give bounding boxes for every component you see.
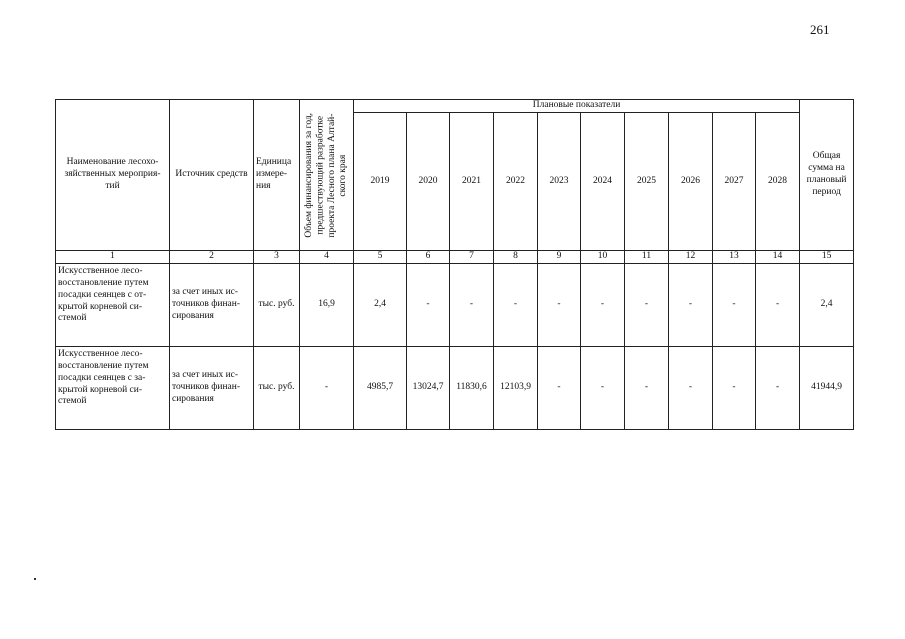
header-year: 2025 xyxy=(625,113,669,251)
column-number-row xyxy=(56,251,854,264)
year-value: - xyxy=(625,263,669,346)
year-value: - xyxy=(538,346,581,429)
column-number: 14 xyxy=(756,251,800,264)
year-value: - xyxy=(669,263,713,346)
header-year: 2022 xyxy=(494,113,538,251)
year-value: - xyxy=(713,346,756,429)
column-number: 3 xyxy=(254,251,300,264)
column-number: 13 xyxy=(713,251,756,264)
year-value: - xyxy=(756,346,800,429)
column-number: 1 xyxy=(56,251,170,264)
unit: тыс. руб. xyxy=(254,263,300,346)
funding-source: за счет иных ис-точников финан-сирования xyxy=(170,346,254,429)
year-value: - xyxy=(538,263,581,346)
header-year: 2021 xyxy=(450,113,494,251)
year-value: - xyxy=(407,263,450,346)
activity-name: Искусственное лесо-восстановление путем посадки сеянцев с от-крытой корневой си-стемой xyxy=(56,263,170,346)
previous-volume: 16,9 xyxy=(300,263,354,346)
column-number: 6 xyxy=(407,251,450,264)
year-value: - xyxy=(450,263,494,346)
header-year: 2019 xyxy=(354,113,407,251)
year-value: - xyxy=(669,346,713,429)
header-year: 2024 xyxy=(581,113,625,251)
column-number: 7 xyxy=(450,251,494,264)
column-number: 4 xyxy=(300,251,354,264)
year-value: 13024,7 xyxy=(407,346,450,429)
column-number: 10 xyxy=(581,251,625,264)
year-value: - xyxy=(713,263,756,346)
page-number: 261 xyxy=(810,22,830,37)
year-value: - xyxy=(581,346,625,429)
year-value: - xyxy=(756,263,800,346)
total-value: 41944,9 xyxy=(800,346,854,429)
header-plan-group: Плановые показатели xyxy=(354,100,800,113)
header-unit: Единица измере-ния xyxy=(254,100,300,251)
year-value: - xyxy=(581,263,625,346)
column-number: 8 xyxy=(494,251,538,264)
total-value: 2,4 xyxy=(800,263,854,346)
funding-source: за счет иных ис-точников финан-сирования xyxy=(170,263,254,346)
activity-name: Искусственное лесо-восстановление путем посадки сеянцев с за-крытой корневой си-стемой xyxy=(56,346,170,429)
header-source: Источник средств xyxy=(170,100,254,251)
header-total: Общая сумма на плановый период xyxy=(800,100,854,251)
header-year: 2027 xyxy=(713,113,756,251)
column-number: 9 xyxy=(538,251,581,264)
header-year: 2020 xyxy=(407,113,450,251)
table-row xyxy=(56,263,854,346)
year-value: 2,4 xyxy=(354,263,407,346)
header-year: 2028 xyxy=(756,113,800,251)
year-value: - xyxy=(625,346,669,429)
plan-table xyxy=(55,99,854,430)
year-value: 11830,6 xyxy=(450,346,494,429)
column-number: 2 xyxy=(170,251,254,264)
unit: тыс. руб. xyxy=(254,346,300,429)
header-previous-volume-text: Объем финансирования за год, предшествующий разработке проекта Лесного плана Алтай- ского края xyxy=(303,112,348,238)
header-previous-volume xyxy=(300,100,354,251)
previous-volume: - xyxy=(300,346,354,429)
header-year: 2026 xyxy=(669,113,713,251)
column-number: 11 xyxy=(625,251,669,264)
header-year: 2023 xyxy=(538,113,581,251)
column-number: 15 xyxy=(800,251,854,264)
year-value: 4985,7 xyxy=(354,346,407,429)
column-number: 5 xyxy=(354,251,407,264)
year-value: - xyxy=(494,263,538,346)
year-value: 12103,9 xyxy=(494,346,538,429)
column-number: 12 xyxy=(669,251,713,264)
scan-speck xyxy=(34,578,36,580)
table-row xyxy=(56,346,854,429)
header-name: Наименование лесохо-зяйственных мероприя-тий xyxy=(56,100,170,251)
